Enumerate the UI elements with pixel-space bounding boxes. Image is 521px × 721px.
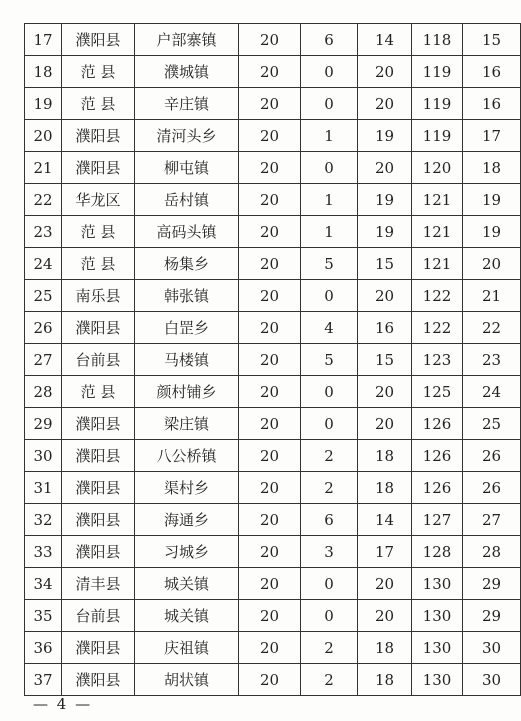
county-cell: 濮阳县 [62,664,135,696]
col6-cell: 20 [358,56,412,88]
page-number: — 4 — [33,695,93,713]
rank-cell: 34 [25,568,62,600]
town-cell: 庆祖镇 [135,632,239,664]
town-cell: 八公桥镇 [135,440,239,472]
rank-cell: 17 [25,24,62,56]
col4-cell: 20 [239,24,301,56]
col8-cell: 30 [463,664,521,696]
col7-cell: 128 [412,536,463,568]
town-cell: 城关镇 [135,600,239,632]
col4-cell: 20 [239,440,301,472]
col7-cell: 130 [412,632,463,664]
rank-cell: 22 [25,184,62,216]
col8-cell: 29 [463,600,521,632]
rank-cell: 26 [25,312,62,344]
town-cell: 习城乡 [135,536,239,568]
col7-cell: 121 [412,184,463,216]
county-cell: 范 县 [62,56,135,88]
town-cell: 梁庄镇 [135,408,239,440]
col6-cell: 20 [358,376,412,408]
col5-cell: 0 [301,280,358,312]
town-cell: 马楼镇 [135,344,239,376]
col4-cell: 20 [239,216,301,248]
table-row [25,216,521,248]
county-cell: 范 县 [62,88,135,120]
col7-cell: 126 [412,440,463,472]
county-cell: 濮阳县 [62,152,135,184]
col4-cell: 20 [239,344,301,376]
col7-cell: 121 [412,248,463,280]
col6-cell: 20 [358,600,412,632]
col4-cell: 20 [239,600,301,632]
col5-cell: 2 [301,632,358,664]
col8-cell: 28 [463,536,521,568]
town-cell: 高码头镇 [135,216,239,248]
col6-cell: 20 [358,280,412,312]
rank-cell: 19 [25,88,62,120]
county-cell: 华龙区 [62,184,135,216]
county-cell: 濮阳县 [62,472,135,504]
table-row [25,344,521,376]
col6-cell: 15 [358,248,412,280]
col8-cell: 16 [463,56,521,88]
county-cell: 濮阳县 [62,536,135,568]
col7-cell: 122 [412,280,463,312]
col7-cell: 125 [412,376,463,408]
rank-cell: 32 [25,504,62,536]
town-cell: 海通乡 [135,504,239,536]
col4-cell: 20 [239,152,301,184]
col7-cell: 127 [412,504,463,536]
col6-cell: 15 [358,344,412,376]
county-cell: 濮阳县 [62,408,135,440]
col4-cell: 20 [239,536,301,568]
col4-cell: 20 [239,568,301,600]
table-row [25,280,521,312]
col5-cell: 0 [301,56,358,88]
col7-cell: 119 [412,120,463,152]
col6-cell: 18 [358,632,412,664]
table-row [25,440,521,472]
rank-cell: 33 [25,536,62,568]
rank-cell: 20 [25,120,62,152]
col5-cell: 6 [301,24,358,56]
col6-cell: 16 [358,312,412,344]
county-cell: 濮阳县 [62,24,135,56]
col8-cell: 20 [463,248,521,280]
rank-cell: 36 [25,632,62,664]
col6-cell: 19 [358,184,412,216]
col8-cell: 30 [463,632,521,664]
col5-cell: 2 [301,440,358,472]
rank-cell: 18 [25,56,62,88]
rank-cell: 23 [25,216,62,248]
county-cell: 濮阳县 [62,312,135,344]
col6-cell: 18 [358,664,412,696]
col5-cell: 0 [301,600,358,632]
county-cell: 台前县 [62,344,135,376]
town-cell: 杨集乡 [135,248,239,280]
county-cell: 濮阳县 [62,120,135,152]
col5-cell: 0 [301,408,358,440]
county-cell: 濮阳县 [62,440,135,472]
col5-cell: 0 [301,152,358,184]
col5-cell: 4 [301,312,358,344]
col7-cell: 120 [412,152,463,184]
col5-cell: 0 [301,88,358,120]
col5-cell: 0 [301,568,358,600]
col8-cell: 21 [463,280,521,312]
town-cell: 岳村镇 [135,184,239,216]
col6-cell: 20 [358,88,412,120]
col6-cell: 18 [358,440,412,472]
col4-cell: 20 [239,88,301,120]
rank-cell: 28 [25,376,62,408]
col4-cell: 20 [239,408,301,440]
col8-cell: 27 [463,504,521,536]
col4-cell: 20 [239,248,301,280]
town-cell: 城关镇 [135,568,239,600]
col7-cell: 130 [412,568,463,600]
col8-cell: 25 [463,408,521,440]
col4-cell: 20 [239,376,301,408]
col8-cell: 16 [463,88,521,120]
col7-cell: 123 [412,344,463,376]
table-row [25,600,521,632]
col8-cell: 17 [463,120,521,152]
county-cell: 台前县 [62,600,135,632]
rank-cell: 24 [25,248,62,280]
county-cell: 南乐县 [62,280,135,312]
col5-cell: 1 [301,120,358,152]
county-cell: 濮阳县 [62,632,135,664]
col5-cell: 3 [301,536,358,568]
col6-cell: 18 [358,472,412,504]
table-row [25,152,521,184]
col4-cell: 20 [239,632,301,664]
col8-cell: 29 [463,568,521,600]
col7-cell: 130 [412,664,463,696]
table-row [25,312,521,344]
table-row [25,120,521,152]
col7-cell: 126 [412,408,463,440]
table-row [25,56,521,88]
col6-cell: 14 [358,24,412,56]
rank-cell: 29 [25,408,62,440]
table-row [25,504,521,536]
col8-cell: 24 [463,376,521,408]
col6-cell: 20 [358,152,412,184]
col7-cell: 126 [412,472,463,504]
rank-cell: 27 [25,344,62,376]
town-cell: 户部寨镇 [135,24,239,56]
col8-cell: 19 [463,184,521,216]
col6-cell: 20 [358,408,412,440]
col5-cell: 1 [301,216,358,248]
table-row [25,184,521,216]
rank-cell: 31 [25,472,62,504]
town-cell: 柳屯镇 [135,152,239,184]
town-cell: 渠村乡 [135,472,239,504]
county-cell: 范 县 [62,248,135,280]
county-cell: 濮阳县 [62,504,135,536]
col5-cell: 5 [301,248,358,280]
col7-cell: 121 [412,216,463,248]
col5-cell: 2 [301,664,358,696]
rank-cell: 25 [25,280,62,312]
col4-cell: 20 [239,120,301,152]
col4-cell: 20 [239,312,301,344]
col7-cell: 118 [412,24,463,56]
table-row [25,248,521,280]
col7-cell: 119 [412,88,463,120]
county-cell: 范 县 [62,376,135,408]
col5-cell: 6 [301,504,358,536]
col8-cell: 18 [463,152,521,184]
col5-cell: 2 [301,472,358,504]
table-body [25,24,521,696]
col4-cell: 20 [239,472,301,504]
col7-cell: 122 [412,312,463,344]
table-row [25,536,521,568]
county-cell: 范 县 [62,216,135,248]
town-cell: 清河头乡 [135,120,239,152]
col4-cell: 20 [239,664,301,696]
table-row [25,88,521,120]
col4-cell: 20 [239,184,301,216]
town-cell: 颜村铺乡 [135,376,239,408]
col7-cell: 119 [412,56,463,88]
town-cell: 胡状镇 [135,664,239,696]
col8-cell: 19 [463,216,521,248]
town-cell: 白罡乡 [135,312,239,344]
rank-cell: 21 [25,152,62,184]
county-cell: 清丰县 [62,568,135,600]
col6-cell: 17 [358,536,412,568]
col6-cell: 19 [358,120,412,152]
ranking-table [24,23,521,696]
col7-cell: 130 [412,600,463,632]
table-row [25,24,521,56]
table-row [25,632,521,664]
col6-cell: 14 [358,504,412,536]
table-row [25,472,521,504]
rank-cell: 37 [25,664,62,696]
col5-cell: 1 [301,184,358,216]
col6-cell: 19 [358,216,412,248]
col4-cell: 20 [239,504,301,536]
col8-cell: 15 [463,24,521,56]
rank-cell: 30 [25,440,62,472]
col6-cell: 20 [358,568,412,600]
rank-cell: 35 [25,600,62,632]
town-cell: 濮城镇 [135,56,239,88]
col5-cell: 0 [301,376,358,408]
table-row [25,376,521,408]
col8-cell: 26 [463,440,521,472]
col8-cell: 23 [463,344,521,376]
col8-cell: 26 [463,472,521,504]
table-row [25,408,521,440]
town-cell: 韩张镇 [135,280,239,312]
col5-cell: 5 [301,344,358,376]
col8-cell: 22 [463,312,521,344]
col4-cell: 20 [239,56,301,88]
table-row [25,568,521,600]
col4-cell: 20 [239,280,301,312]
table-row [25,664,521,696]
town-cell: 辛庄镇 [135,88,239,120]
